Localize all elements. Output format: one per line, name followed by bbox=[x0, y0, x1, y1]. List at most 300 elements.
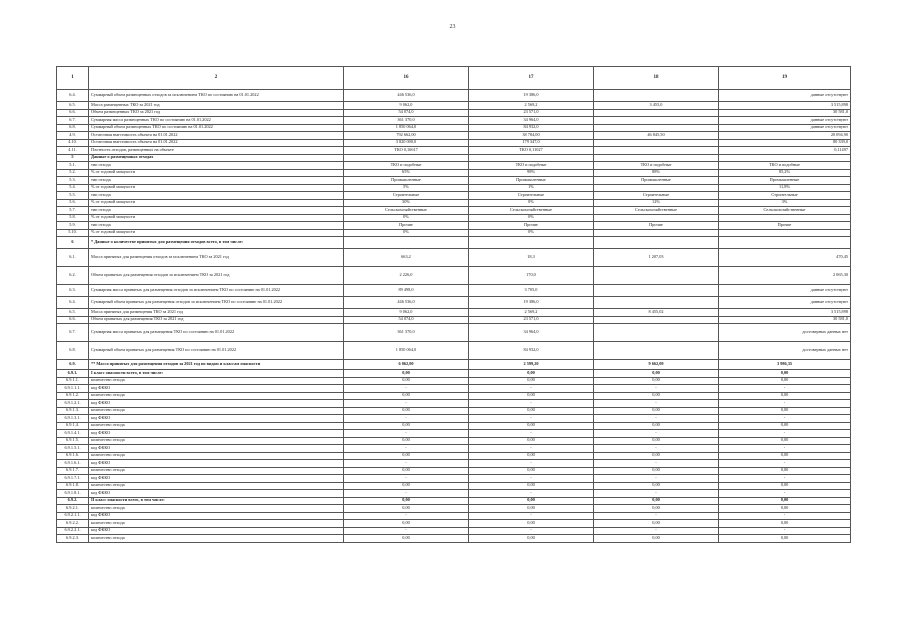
row-number-cell: 6.9. bbox=[57, 360, 89, 370]
value-col19-cell: ТКО и подобные bbox=[719, 162, 851, 170]
table-row bbox=[57, 285, 851, 297]
table-row bbox=[57, 527, 851, 535]
value-col18-cell: 12% bbox=[594, 199, 719, 207]
row-number-cell: 4.9. bbox=[57, 132, 89, 140]
value-col17-cell: - bbox=[469, 460, 594, 468]
value-col19-cell: данные отсутствуют bbox=[719, 117, 851, 125]
value-col17-cell: 0,00 bbox=[469, 535, 594, 543]
value-col16-cell: Промышленные bbox=[344, 177, 469, 185]
value-col19-cell: 0,00 bbox=[719, 482, 851, 490]
value-col16-cell: 663,2 bbox=[344, 249, 469, 267]
row-number-cell: 6.2. bbox=[57, 267, 89, 285]
header-cell: 19 bbox=[719, 67, 851, 90]
value-col18-cell bbox=[594, 147, 719, 155]
row-label-cell: код ФККО bbox=[89, 527, 344, 535]
value-col17-cell: 84 932,0 bbox=[469, 124, 594, 132]
value-col17-cell: 2 599,20 bbox=[469, 360, 594, 370]
value-col18-cell: 0,00 bbox=[594, 370, 719, 378]
value-col19-cell: - bbox=[719, 385, 851, 393]
value-col19-cell: 30 581,0 bbox=[719, 109, 851, 117]
value-col16-cell: - bbox=[344, 430, 469, 438]
row-number-cell: 6.9.1.5.1. bbox=[57, 445, 89, 453]
table-row bbox=[57, 229, 851, 237]
value-col16-cell: 0,00 bbox=[344, 377, 469, 385]
table-row bbox=[57, 370, 851, 378]
value-col19-cell: - bbox=[719, 400, 851, 408]
table-row bbox=[57, 267, 851, 285]
value-col16-cell: 361 370,0 bbox=[344, 324, 469, 342]
value-col19-cell: 470,45 bbox=[719, 249, 851, 267]
value-col19-cell: данные отсутствуют bbox=[719, 285, 851, 297]
value-col17-cell: 3 705,0 bbox=[469, 285, 594, 297]
table-row bbox=[57, 139, 851, 147]
row-label-cell: код ФККО bbox=[89, 475, 344, 483]
row-label-cell: Масса принятых для размещения отходов за исключением ТКО за 2021 год bbox=[89, 249, 344, 267]
row-number-cell: 6.9.2. bbox=[57, 497, 89, 505]
table-row bbox=[57, 249, 851, 267]
value-col16-cell bbox=[344, 154, 469, 162]
value-col16-cell: 2 226,0 bbox=[344, 267, 469, 285]
row-label-cell: количество отхода bbox=[89, 520, 344, 528]
table-row bbox=[57, 102, 851, 110]
value-col19-cell: 11,8% bbox=[719, 184, 851, 192]
value-col17-cell: 0,00 bbox=[469, 377, 594, 385]
value-col19-cell: Прочие bbox=[719, 222, 851, 230]
value-col16-cell: ТКО 0,16617 bbox=[344, 147, 469, 155]
table-row bbox=[57, 199, 851, 207]
value-col17-cell: Строительные bbox=[469, 192, 594, 200]
value-col16-cell: 1 850 064,0 bbox=[344, 124, 469, 132]
value-col18-cell: 1 207,03 bbox=[594, 249, 719, 267]
row-number-cell: 6.9.1.4.1. bbox=[57, 430, 89, 438]
table-row bbox=[57, 460, 851, 468]
value-col18-cell: - bbox=[594, 415, 719, 423]
row-label-cell: Суммарная масса принятых для размещения ТКО по состоянию на 01.01.2022 bbox=[89, 324, 344, 342]
value-col18-cell bbox=[594, 267, 719, 285]
value-col19-cell: 3% bbox=[719, 199, 851, 207]
value-col16-cell: 54 074,0 bbox=[344, 109, 469, 117]
row-number-cell: 6.9.1.5. bbox=[57, 437, 89, 445]
value-col17-cell: 2 569,2 bbox=[469, 102, 594, 110]
header-cell: 18 bbox=[594, 67, 719, 90]
value-col19-cell: 0,00 bbox=[719, 520, 851, 528]
value-col17-cell: - bbox=[469, 475, 594, 483]
value-col18-cell bbox=[594, 285, 719, 297]
value-col17-cell bbox=[469, 237, 594, 249]
value-col18-cell bbox=[594, 139, 719, 147]
value-col17-cell: 0% bbox=[469, 199, 594, 207]
row-number-cell: 5.6. bbox=[57, 199, 89, 207]
value-col18-cell bbox=[594, 117, 719, 125]
value-col18-cell: 0,00 bbox=[594, 377, 719, 385]
table-row bbox=[57, 147, 851, 155]
table-row bbox=[57, 207, 851, 215]
row-label-cell: тип отхода bbox=[89, 177, 344, 185]
value-col19-cell: 0,00 bbox=[719, 370, 851, 378]
data-table bbox=[56, 66, 851, 543]
value-col18-cell: 0,00 bbox=[594, 535, 719, 543]
value-col18-cell: 9 662,09 bbox=[594, 360, 719, 370]
table-row bbox=[57, 415, 851, 423]
value-col16-cell: 0,00 bbox=[344, 482, 469, 490]
value-col17-cell: 19 386,0 bbox=[469, 90, 594, 102]
row-number-cell: 6.9.1.7.1. bbox=[57, 475, 89, 483]
value-col16-cell: 6 062,00 bbox=[344, 360, 469, 370]
table-row bbox=[57, 297, 851, 309]
value-col17-cell: 0% bbox=[469, 214, 594, 222]
row-label-cell: Остаточная вместимость объекта на 01.01.2022 bbox=[89, 139, 344, 147]
table-row bbox=[57, 497, 851, 505]
row-label-cell: код ФККО bbox=[89, 400, 344, 408]
header-cell: 1 bbox=[57, 67, 89, 90]
value-col17-cell: 0,00 bbox=[469, 422, 594, 430]
row-label-cell: Масса размещенных ТКО за 2021 год bbox=[89, 102, 344, 110]
value-col18-cell: 0,00 bbox=[594, 505, 719, 513]
value-col19-cell: 0,00 bbox=[719, 467, 851, 475]
row-number-cell: 6.9.1.2. bbox=[57, 392, 89, 400]
table-row bbox=[57, 385, 851, 393]
value-col16-cell: - bbox=[344, 415, 469, 423]
row-number-cell: 6.9.1.6. bbox=[57, 452, 89, 460]
row-label-cell: тип отхода bbox=[89, 222, 344, 230]
row-number-cell: 4.10. bbox=[57, 139, 89, 147]
value-col16-cell: 446 536,0 bbox=[344, 297, 469, 309]
value-col19-cell: - bbox=[719, 527, 851, 535]
row-number-cell: 5.8. bbox=[57, 214, 89, 222]
row-label-cell: количество отхода bbox=[89, 377, 344, 385]
table-row bbox=[57, 177, 851, 185]
value-col16-cell: 89 498,0 bbox=[344, 285, 469, 297]
table-row bbox=[57, 184, 851, 192]
row-number-cell: 6.9.2.1.1. bbox=[57, 512, 89, 520]
value-col16-cell: Строительные bbox=[344, 192, 469, 200]
table-row bbox=[57, 377, 851, 385]
value-col17-cell: 0,00 bbox=[469, 370, 594, 378]
table-row bbox=[57, 437, 851, 445]
value-col18-cell: - bbox=[594, 385, 719, 393]
value-col17-cell: 19 386,0 bbox=[469, 297, 594, 309]
row-number-cell: 5.2. bbox=[57, 169, 89, 177]
table-row bbox=[57, 90, 851, 102]
value-col19-cell: 0,00 bbox=[719, 437, 851, 445]
value-col19-cell: 80 339,0 bbox=[719, 139, 851, 147]
row-label-cell: Объем размещенных ТКО за 2021 год bbox=[89, 109, 344, 117]
value-col16-cell: - bbox=[344, 445, 469, 453]
table-row bbox=[57, 475, 851, 483]
value-col16-cell bbox=[344, 237, 469, 249]
value-col16-cell: - bbox=[344, 490, 469, 498]
row-label-cell: Объем принятых для размещения отходов за исключением ТКО за 2021 год bbox=[89, 267, 344, 285]
value-col16-cell: 0,00 bbox=[344, 422, 469, 430]
row-label-cell: Суммарный объем размещенных ТКО по состоянию на 01.01.2022 bbox=[89, 124, 344, 132]
table-row bbox=[57, 490, 851, 498]
value-col19-cell: 3 986,35 bbox=[719, 360, 851, 370]
row-number-cell: 5.5. bbox=[57, 192, 89, 200]
value-col18-cell: - bbox=[594, 475, 719, 483]
row-number-cell: 5.9. bbox=[57, 222, 89, 230]
row-number-cell: 6.6. bbox=[57, 109, 89, 117]
value-col18-cell bbox=[594, 184, 719, 192]
row-label-cell: количество отхода bbox=[89, 467, 344, 475]
row-label-cell: тип отхода bbox=[89, 192, 344, 200]
table-row bbox=[57, 482, 851, 490]
value-col19-cell: 0,00 bbox=[719, 505, 851, 513]
value-col17-cell: ТКО 0,11027 bbox=[469, 147, 594, 155]
value-col19-cell: достоверных данных нет bbox=[719, 342, 851, 360]
value-col19-cell: Сельскохозяйственные bbox=[719, 207, 851, 215]
value-col18-cell bbox=[594, 342, 719, 360]
row-label-cell: код ФККО bbox=[89, 445, 344, 453]
value-col17-cell: - bbox=[469, 430, 594, 438]
value-col16-cell: - bbox=[344, 475, 469, 483]
value-col18-cell: 0,00 bbox=[594, 467, 719, 475]
row-label-cell: код ФККО bbox=[89, 490, 344, 498]
value-col18-cell bbox=[594, 124, 719, 132]
table-row bbox=[57, 505, 851, 513]
row-label-cell: количество отхода bbox=[89, 407, 344, 415]
value-col16-cell: 5% bbox=[344, 184, 469, 192]
value-col16-cell: 54 074,0 bbox=[344, 316, 469, 324]
row-number-cell: 6.6. bbox=[57, 316, 89, 324]
value-col16-cell: 0,00 bbox=[344, 452, 469, 460]
value-col19-cell: 0,00 bbox=[719, 497, 851, 505]
value-col16-cell: - bbox=[344, 400, 469, 408]
row-label-cell: Суммарный объем размещенных отходов за исключением ТКО по состоянию на 01.01.2022 bbox=[89, 90, 344, 102]
value-col16-cell: Сельскохозяйственные bbox=[344, 207, 469, 215]
value-col17-cell: Промышленные bbox=[469, 177, 594, 185]
value-col16-cell: - bbox=[344, 512, 469, 520]
value-col19-cell: 3 515,898 bbox=[719, 102, 851, 110]
row-number-cell: 6.9.1.8. bbox=[57, 482, 89, 490]
row-number-cell: 6.9.2.1. bbox=[57, 505, 89, 513]
value-col18-cell: 0,00 bbox=[594, 452, 719, 460]
row-number-cell: 6.9.2.3. bbox=[57, 535, 89, 543]
value-col16-cell: 446 536,0 bbox=[344, 90, 469, 102]
row-number-cell: 6.7. bbox=[57, 324, 89, 342]
table-row bbox=[57, 512, 851, 520]
row-label-cell: Объем принятых для размещения ТКО за 2021 год bbox=[89, 316, 344, 324]
value-col18-cell: - bbox=[594, 430, 719, 438]
value-col16-cell: 0,00 bbox=[344, 520, 469, 528]
value-col19-cell: 3 515,898 bbox=[719, 309, 851, 317]
row-number-cell: 5.7. bbox=[57, 207, 89, 215]
value-col17-cell: 38 784,00 bbox=[469, 132, 594, 140]
row-label-cell: Плотность отходов, размещенных на объекте bbox=[89, 147, 344, 155]
value-col16-cell: 0,00 bbox=[344, 505, 469, 513]
value-col18-cell: - bbox=[594, 460, 719, 468]
row-label-cell: I класс опасности всего, в том числе: bbox=[89, 370, 344, 378]
row-label-cell: % от годовой мощности bbox=[89, 229, 344, 237]
table-row bbox=[57, 422, 851, 430]
row-number-cell: 6.4. bbox=[57, 90, 89, 102]
value-col19-cell: 0,00 bbox=[719, 535, 851, 543]
table-row bbox=[57, 214, 851, 222]
value-col17-cell: - bbox=[469, 445, 594, 453]
value-col16-cell: 9 062,0 bbox=[344, 102, 469, 110]
row-number-cell: 6.1. bbox=[57, 249, 89, 267]
value-col17-cell: - bbox=[469, 512, 594, 520]
table-row bbox=[57, 342, 851, 360]
value-col18-cell bbox=[594, 229, 719, 237]
row-label-cell: % от годовой мощности bbox=[89, 184, 344, 192]
value-col19-cell: 0,00 bbox=[719, 422, 851, 430]
value-col19-cell: данные отсутствуют bbox=[719, 297, 851, 309]
value-col19-cell bbox=[719, 237, 851, 249]
value-col19-cell: - bbox=[719, 475, 851, 483]
table-row bbox=[57, 192, 851, 200]
row-label-cell: % от годовой мощности bbox=[89, 214, 344, 222]
value-col18-cell: 0,00 bbox=[594, 482, 719, 490]
row-label-cell: Масса принятых для размещения ТКО за 2021 год bbox=[89, 309, 344, 317]
value-col16-cell: 9 062,0 bbox=[344, 309, 469, 317]
row-number-cell: 6.9.1.6.1. bbox=[57, 460, 89, 468]
row-label-cell: % от годовой мощности bbox=[89, 169, 344, 177]
row-label-cell: код ФККО bbox=[89, 460, 344, 468]
row-label-cell: код ФККО bbox=[89, 415, 344, 423]
row-number-cell: 6.3. bbox=[57, 285, 89, 297]
value-col18-cell: 0,00 bbox=[594, 497, 719, 505]
table-row bbox=[57, 430, 851, 438]
header-cell: 2 bbox=[89, 67, 344, 90]
value-col17-cell: - bbox=[469, 415, 594, 423]
value-col19-cell: 0,11497 bbox=[719, 147, 851, 155]
value-col16-cell: - bbox=[344, 460, 469, 468]
row-number-cell: 6.9.1.1.1. bbox=[57, 385, 89, 393]
value-col17-cell: 0,00 bbox=[469, 392, 594, 400]
value-col17-cell: 0,00 bbox=[469, 497, 594, 505]
value-col19-cell: 30 581,0 bbox=[719, 316, 851, 324]
row-number-cell: 6.9.1.8.1. bbox=[57, 490, 89, 498]
table-row bbox=[57, 222, 851, 230]
row-label-cell: тип отхода bbox=[89, 162, 344, 170]
value-col19-cell: - bbox=[719, 512, 851, 520]
value-col18-cell bbox=[594, 324, 719, 342]
value-col16-cell: 0% bbox=[344, 229, 469, 237]
value-col19-cell bbox=[719, 154, 851, 162]
row-number-cell: 6.7. bbox=[57, 117, 89, 125]
row-number-cell: 4.11. bbox=[57, 147, 89, 155]
value-col17-cell: 0% bbox=[469, 229, 594, 237]
value-col17-cell: 179 347,0 bbox=[469, 139, 594, 147]
value-col17-cell: Сельскохозяйственные bbox=[469, 207, 594, 215]
value-col19-cell: 2 065,30 bbox=[719, 267, 851, 285]
table-row bbox=[57, 117, 851, 125]
value-col16-cell: 0,00 bbox=[344, 497, 469, 505]
value-col19-cell: - bbox=[719, 490, 851, 498]
value-col17-cell: - bbox=[469, 490, 594, 498]
row-label-cell: код ФККО bbox=[89, 430, 344, 438]
value-col19-cell: данные отсутствуют bbox=[719, 124, 851, 132]
row-number-cell: 5.1. bbox=[57, 162, 89, 170]
value-col16-cell: Прочие bbox=[344, 222, 469, 230]
value-col16-cell: 0,00 bbox=[344, 407, 469, 415]
row-label-cell: количество отхода bbox=[89, 482, 344, 490]
value-col18-cell bbox=[594, 214, 719, 222]
value-col17-cell: 2 569,2 bbox=[469, 309, 594, 317]
value-col18-cell bbox=[594, 297, 719, 309]
row-number-cell: 6.5. bbox=[57, 309, 89, 317]
value-col17-cell: 0,00 bbox=[469, 520, 594, 528]
value-col16-cell: - bbox=[344, 385, 469, 393]
value-col18-cell: - bbox=[594, 445, 719, 453]
value-col17-cell: - bbox=[469, 400, 594, 408]
value-col18-cell: - bbox=[594, 527, 719, 535]
row-number-cell: 6.9.1.7. bbox=[57, 467, 89, 475]
value-col18-cell: 88% bbox=[594, 169, 719, 177]
value-col17-cell: 0,00 bbox=[469, 467, 594, 475]
row-label-cell: количество отхода bbox=[89, 422, 344, 430]
value-col18-cell: - bbox=[594, 400, 719, 408]
value-col16-cell: 0,00 bbox=[344, 392, 469, 400]
row-number-cell: 6.9.1.2.1. bbox=[57, 400, 89, 408]
value-col16-cell: 0% bbox=[344, 214, 469, 222]
value-col18-cell: - bbox=[594, 490, 719, 498]
row-label-cell: Остаточная вместимость объекта на 01.01.2022 bbox=[89, 132, 344, 140]
value-col16-cell: 1 850 064,0 bbox=[344, 342, 469, 360]
value-col17-cell: - bbox=[469, 527, 594, 535]
row-label-cell: количество отхода bbox=[89, 505, 344, 513]
value-col18-cell: Промышленные bbox=[594, 177, 719, 185]
table-row bbox=[57, 169, 851, 177]
row-label-cell: Суммарный объем принятых для размещения ТКО по состоянию на 01.01.2022 bbox=[89, 342, 344, 360]
row-number-cell: 6.4. bbox=[57, 297, 89, 309]
table-row bbox=[57, 407, 851, 415]
row-number-cell: 6.8. bbox=[57, 124, 89, 132]
row-label-cell: % от годовой мощности bbox=[89, 199, 344, 207]
value-col19-cell: Строительные bbox=[719, 192, 851, 200]
value-col17-cell bbox=[469, 154, 594, 162]
value-col17-cell: ТКО и подобные bbox=[469, 162, 594, 170]
value-col17-cell: 0,00 bbox=[469, 482, 594, 490]
value-col17-cell: 18,3 bbox=[469, 249, 594, 267]
row-number-cell: 6.9.1.3.1. bbox=[57, 415, 89, 423]
table-row bbox=[57, 535, 851, 543]
table-row bbox=[57, 520, 851, 528]
table-row bbox=[57, 237, 851, 249]
value-col17-cell: 98% bbox=[469, 169, 594, 177]
value-col16-cell: 0,00 bbox=[344, 535, 469, 543]
value-col18-cell: 0,00 bbox=[594, 520, 719, 528]
value-col16-cell: 0,00 bbox=[344, 467, 469, 475]
value-col16-cell: - bbox=[344, 527, 469, 535]
table-row bbox=[57, 162, 851, 170]
table-row bbox=[57, 445, 851, 453]
table-row bbox=[57, 316, 851, 324]
value-col17-cell: 23 571,0 bbox=[469, 316, 594, 324]
value-col16-cell: 792 662,00 bbox=[344, 132, 469, 140]
table-row bbox=[57, 109, 851, 117]
row-label-cell: Суммарная масса размещенных ТКО по состоянию на 01.01.2022 bbox=[89, 117, 344, 125]
value-col19-cell: Промышленные bbox=[719, 177, 851, 185]
value-col19-cell: - bbox=[719, 430, 851, 438]
value-col18-cell bbox=[594, 109, 719, 117]
value-col16-cell: 30% bbox=[344, 199, 469, 207]
value-col18-cell: 0,00 bbox=[594, 437, 719, 445]
row-label-cell: Суммарная масса принятых для размещения отходов за исключением ТКО по состоянию на 01.01.2022 bbox=[89, 285, 344, 297]
table-row bbox=[57, 154, 851, 162]
row-label-cell: количество отхода bbox=[89, 535, 344, 543]
value-col17-cell: 170,0 bbox=[469, 267, 594, 285]
value-col18-cell bbox=[594, 90, 719, 102]
value-col19-cell: 0,00 bbox=[719, 392, 851, 400]
value-col16-cell: 0,00 bbox=[344, 437, 469, 445]
value-col19-cell: - bbox=[719, 460, 851, 468]
table-row bbox=[57, 400, 851, 408]
value-col16-cell: ТКО и подобные bbox=[344, 162, 469, 170]
value-col17-cell: 84 932,0 bbox=[469, 342, 594, 360]
page-number: 23 bbox=[449, 24, 456, 30]
value-col19-cell: - bbox=[719, 445, 851, 453]
